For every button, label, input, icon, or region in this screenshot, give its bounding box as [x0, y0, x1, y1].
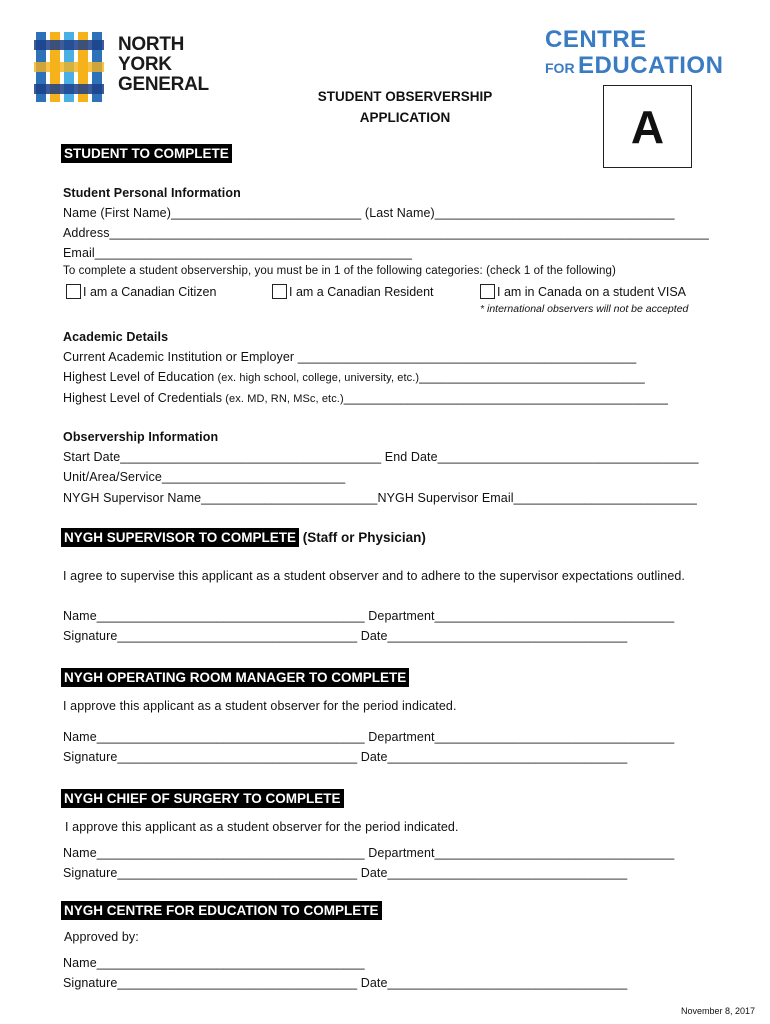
chief-name-field[interactable]: Name______________________________________ Department__________________________________ [63, 846, 675, 860]
page-title: STUDENT OBSERVERSHIP APPLICATION [317, 89, 493, 125]
chief-approve-text: I approve this applicant as a student observer for the period indicated. [65, 820, 459, 834]
resident-checkbox[interactable] [272, 284, 287, 299]
supervisor-agree-text: I agree to supervise this applicant as a student observer and to adhere to the supervisor expectations outlined. [63, 569, 685, 583]
option-student-visa[interactable] [480, 284, 686, 299]
citizen-checkbox[interactable] [66, 284, 81, 299]
citizen-label: I am a Canadian Citizen [83, 285, 217, 299]
logo-text-line1: NORTH [118, 34, 185, 55]
credentials-blank[interactable]: ______________________________________________ [343, 391, 669, 405]
credentials-field[interactable] [63, 391, 668, 405]
logo-for-text: FOR [545, 60, 575, 76]
academic-heading: Academic Details [63, 330, 169, 344]
centre-for-education-logo [545, 27, 723, 82]
student-section-banner: STUDENT TO COMPLETE [61, 144, 232, 163]
option-canadian-citizen[interactable] [66, 284, 216, 299]
categories-instruction: To complete a student observership, you must be in 1 of the following categories: (check 1 of the following) [63, 265, 616, 277]
centre-signature-field[interactable]: Signature__________________________________ Date__________________________________ [63, 976, 628, 990]
form-letter-box [603, 85, 692, 168]
or-manager-signature-field[interactable]: Signature__________________________________ Date__________________________________ [63, 750, 628, 764]
student-email-field[interactable]: Email_____________________________________________ [63, 246, 413, 260]
option-canadian-resident[interactable] [272, 284, 434, 299]
education-blank[interactable]: ________________________________ [419, 370, 645, 384]
approved-by-label: Approved by: [64, 930, 139, 944]
chief-signature-field[interactable]: Signature__________________________________ Date__________________________________ [63, 866, 628, 880]
chief-section-banner: NYGH CHIEF OF SURGERY TO COMPLETE [61, 789, 344, 808]
supervisor-signature-field[interactable]: Signature__________________________________ Date__________________________________ [63, 629, 628, 643]
supervisor-section-banner: NYGH SUPERVISOR TO COMPLETE [61, 528, 299, 547]
supervisor-name-field[interactable]: Name______________________________________ Department__________________________________ [63, 609, 675, 623]
start-end-date-field[interactable]: Start Date_____________________________________ End Date_____________________________________ [63, 450, 699, 464]
centre-name-field[interactable]: Name______________________________________ [63, 956, 365, 970]
supervisor-banner-suffix: (Staff or Physician) [299, 530, 426, 545]
credentials-hint: (ex. MD, RN, MSc, etc.) [222, 393, 344, 405]
nygh-logo [34, 32, 219, 104]
student-address-field[interactable]: Address_____________________________________________________________________________________ [63, 226, 709, 240]
credentials-label: Highest Level of Credentials [63, 391, 223, 405]
form-letter: A [630, 101, 665, 153]
supervisor-info-field[interactable]: NYGH Supervisor Name_________________________NYGH Supervisor Email__________________________ [63, 491, 697, 505]
international-note: * international observers will not be accepted [480, 303, 689, 315]
or-manager-name-field[interactable]: Name______________________________________ Department__________________________________ [63, 730, 675, 744]
centre-section-banner: NYGH CENTRE FOR EDUCATION TO COMPLETE [61, 901, 382, 920]
footer-date: November 8, 2017 [681, 1006, 756, 1016]
resident-label: I am a Canadian Resident [289, 285, 434, 299]
or-manager-approve-text: I approve this applicant as a student observer for the period indicated. [63, 699, 457, 713]
logo-text-line3: GENERAL [118, 74, 209, 95]
unit-field[interactable]: Unit/Area/Service__________________________ [63, 470, 346, 484]
logo-centre-text: CENTRE [545, 26, 647, 53]
logo-text-line2: YORK [118, 54, 172, 75]
institution-field[interactable]: Current Academic Institution or Employer ________________________________________________ [63, 350, 637, 364]
education-label: Highest Level of Education [63, 370, 215, 384]
or-manager-section-banner: NYGH OPERATING ROOM MANAGER TO COMPLETE [61, 668, 409, 687]
nygh-logo-mark-icon [34, 32, 104, 104]
personal-info-heading: Student Personal Information [63, 186, 241, 200]
logo-education-text: EDUCATION [578, 52, 724, 79]
observership-heading: Observership Information [63, 430, 219, 444]
education-field[interactable] [63, 370, 645, 384]
supervisor-section-header [61, 528, 426, 547]
education-hint: (ex. high school, college, university, etc.) [214, 372, 420, 384]
student-name-field[interactable]: Name (First Name)___________________________ (Last Name)__________________________________ [63, 206, 675, 220]
visa-label: I am in Canada on a student VISA [497, 285, 687, 299]
visa-checkbox[interactable] [480, 284, 495, 299]
